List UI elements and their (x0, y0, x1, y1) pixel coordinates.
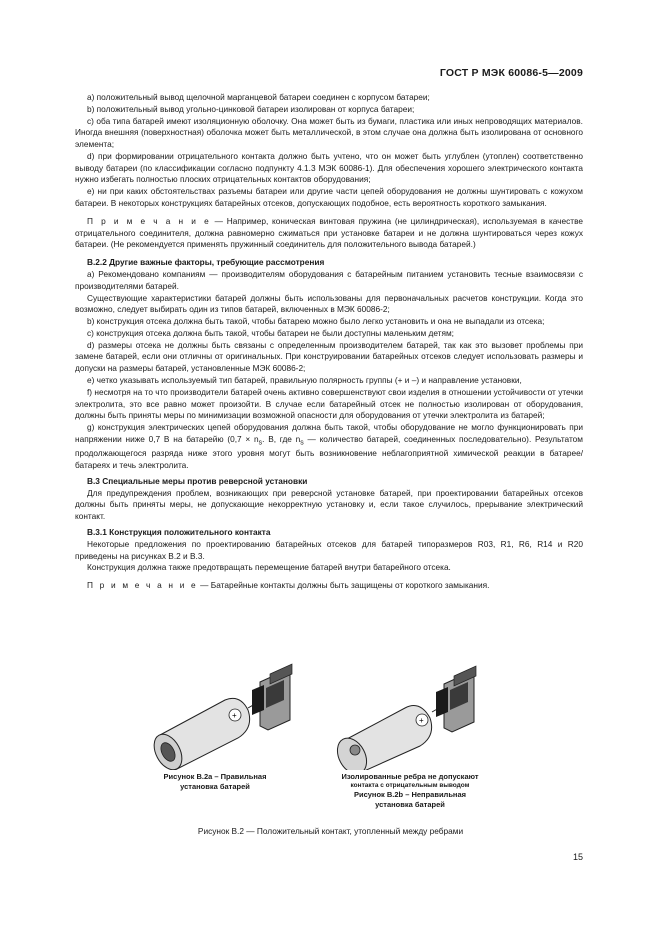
note (75, 580, 583, 592)
figure-caption: Рисунок В.2 — Положительный контакт, утопленный между ребрами (197, 826, 464, 836)
list-item: е) четко указывать используемый тип батарей, правильную полярность группы (+ и –) и направление установки, (87, 374, 522, 385)
list-item: а) Рекомендовано компаниям — производителям оборудования с батарейным питанием установить тесные взаимосвязи с производителями батарей. (75, 268, 583, 291)
caption-line: контакта с отрицательным выводом (350, 781, 470, 789)
caption-line: установка батарей (180, 781, 250, 791)
list-item: f) несмотря на то что производители батарей очень активно совершенствуют свои изделия в отношении устойчивости от утечки электролита, это все равно может произойти. В случае если батарейный отсек не полностью изолирован от оборудования, должны быть приняты меры по минимизации возможной опасности для оборудования от утечки электролита из батарей; (75, 386, 583, 421)
plus-sign: + (419, 716, 424, 725)
caption-line: Рисунок В.2b – Неправильная (353, 790, 467, 800)
subscript: s (258, 439, 263, 447)
subscript: s (300, 439, 304, 447)
figure-b-caption (310, 772, 510, 810)
document-header: ГОСТ Р МЭК 60086-5—2009 (439, 67, 583, 79)
section-heading: В.3 Специальные меры против реверсной установки (87, 475, 308, 486)
note-label: П р и м е ч а н и е (87, 215, 211, 226)
list-item: с) конструкция отсека должна быть такой, чтобы батареи не были доступны маленьким детям; (87, 327, 454, 338)
page-number: 15 (572, 852, 583, 862)
plus-sign: + (232, 711, 237, 720)
paragraph: Для предупреждения проблем, возникающих при реверсной установке батарей, при проектировании батарейных отсеков должны быть приняты меры, не допускающие некорректную установку и, если такое случилось, прерывание электрический контакт. (75, 487, 583, 522)
battery-illustrations (140, 660, 520, 770)
list-item: Существующие характеристики батарей должны быть использованы для первоначальных расчетов конструкции. Когда это возможно, следует выбирать один из типов батарей, включенных в МЭК 60086-2; (75, 292, 583, 315)
section-heading: В.3.1 Конструкция положительного контакта (87, 527, 271, 538)
text-run: — количество батарей, соединенных последовательно). Результатом продолжающегося разряда ниже этого уровня могут быть возникновение неблагоприятной химической реакции в батарее/батареях и течь электролита. (75, 433, 583, 471)
figure-a-drawing (148, 664, 292, 770)
paragraph: а) положительный вывод щелочной марганцевой батареи соединен с корпусом батареи; (87, 92, 430, 102)
note (75, 216, 583, 251)
caption-line: установка батарей (375, 799, 445, 809)
caption-line: Изолированные ребра не допускают (341, 772, 479, 781)
text-run: g) конструкция электрических цепей оборудования должна быть такой, чтобы оборудование не могло функционировать при напряжении ниже 0,7 В на батарейю (0,7 × n (75, 422, 583, 444)
figure-a-caption (140, 772, 290, 792)
list-item: d) размеры отсека не должны быть связаны с определенным производителем батарей, так как это вызовет проблемы при замене батарей, если они отличны от оригинальных. При конструировании батарейных отсеков следует использовать размеры и допуски на размеры батарей, установленные МЭК 60086-2; (75, 339, 583, 374)
text-run: . В, где n (262, 433, 301, 444)
paragraph: Некоторые предложения по проектированию батарейных отсеков для батарей типоразмеров R03, R1, R6, R14 и R20 приведены на рисунках В.2 и В.3. (75, 538, 583, 561)
section-heading: В.2.2 Другие важные факторы, требующие рассмотрения (87, 257, 325, 268)
document-body (75, 92, 583, 598)
figure-b-drawing (332, 666, 476, 770)
paragraph: d) при формировании отрицательного контакта должно быть учтено, что он может быть углублен (утоплен) соответственно выводу батареи (по классификации согласно подпункту 4.1.3 МЭК 60086-1). Для обеспечения хорошего электрического контакта нужно избегать полностью плоских отрицательных контактов оборудования; (75, 150, 583, 185)
figure-area (140, 660, 520, 830)
caption-line: Рисунок В.2а – Правильная (163, 772, 267, 781)
note-text: — Например, коническая винтовая пружина (не цилиндрическая), используемая в качестве отрицательного соединителя, должна равномерно сжиматься при установке батареи и не должна шунтироваться через кожух батареи. (Не рекомендуется применять пружинный соединитель для положительного вывода батарей.) (75, 215, 583, 250)
note-text: — Батарейные контакты должны быть защищены от короткого замыкания. (197, 580, 490, 591)
list-item-g (75, 422, 583, 472)
paragraph: е) ни при каких обстоятельствах разъемы батареи или другие части цепей оборудования не должны шунтировать с кожухом батареи. В некоторых конструкциях батарейных отсеков, допускающих подобное, есть вероятность короткого замыкания. (75, 186, 583, 209)
paragraph: Конструкция должна также предотвращать перемещение батарей внутри батарейного отсека. (87, 562, 451, 573)
paragraph: с) оба типа батарей имеют изоляционную оболочку. Она может быть из бумаги, пластика или иных непроводящих материалов. Иногда внешняя (поверхностная) оболочка может быть металлической, в этом случае она должна быть изолирована от основного элемента; (75, 115, 583, 150)
note-label: П р и м е ч а н и е (87, 580, 198, 591)
list-item: b) конструкция отсека должна быть такой, чтобы батарею можно было легко установить и она не выпадали из отсека; (87, 316, 545, 327)
paragraph: b) положительный вывод угольно-цинковой батареи изолирован от корпуса батареи; (87, 103, 415, 114)
